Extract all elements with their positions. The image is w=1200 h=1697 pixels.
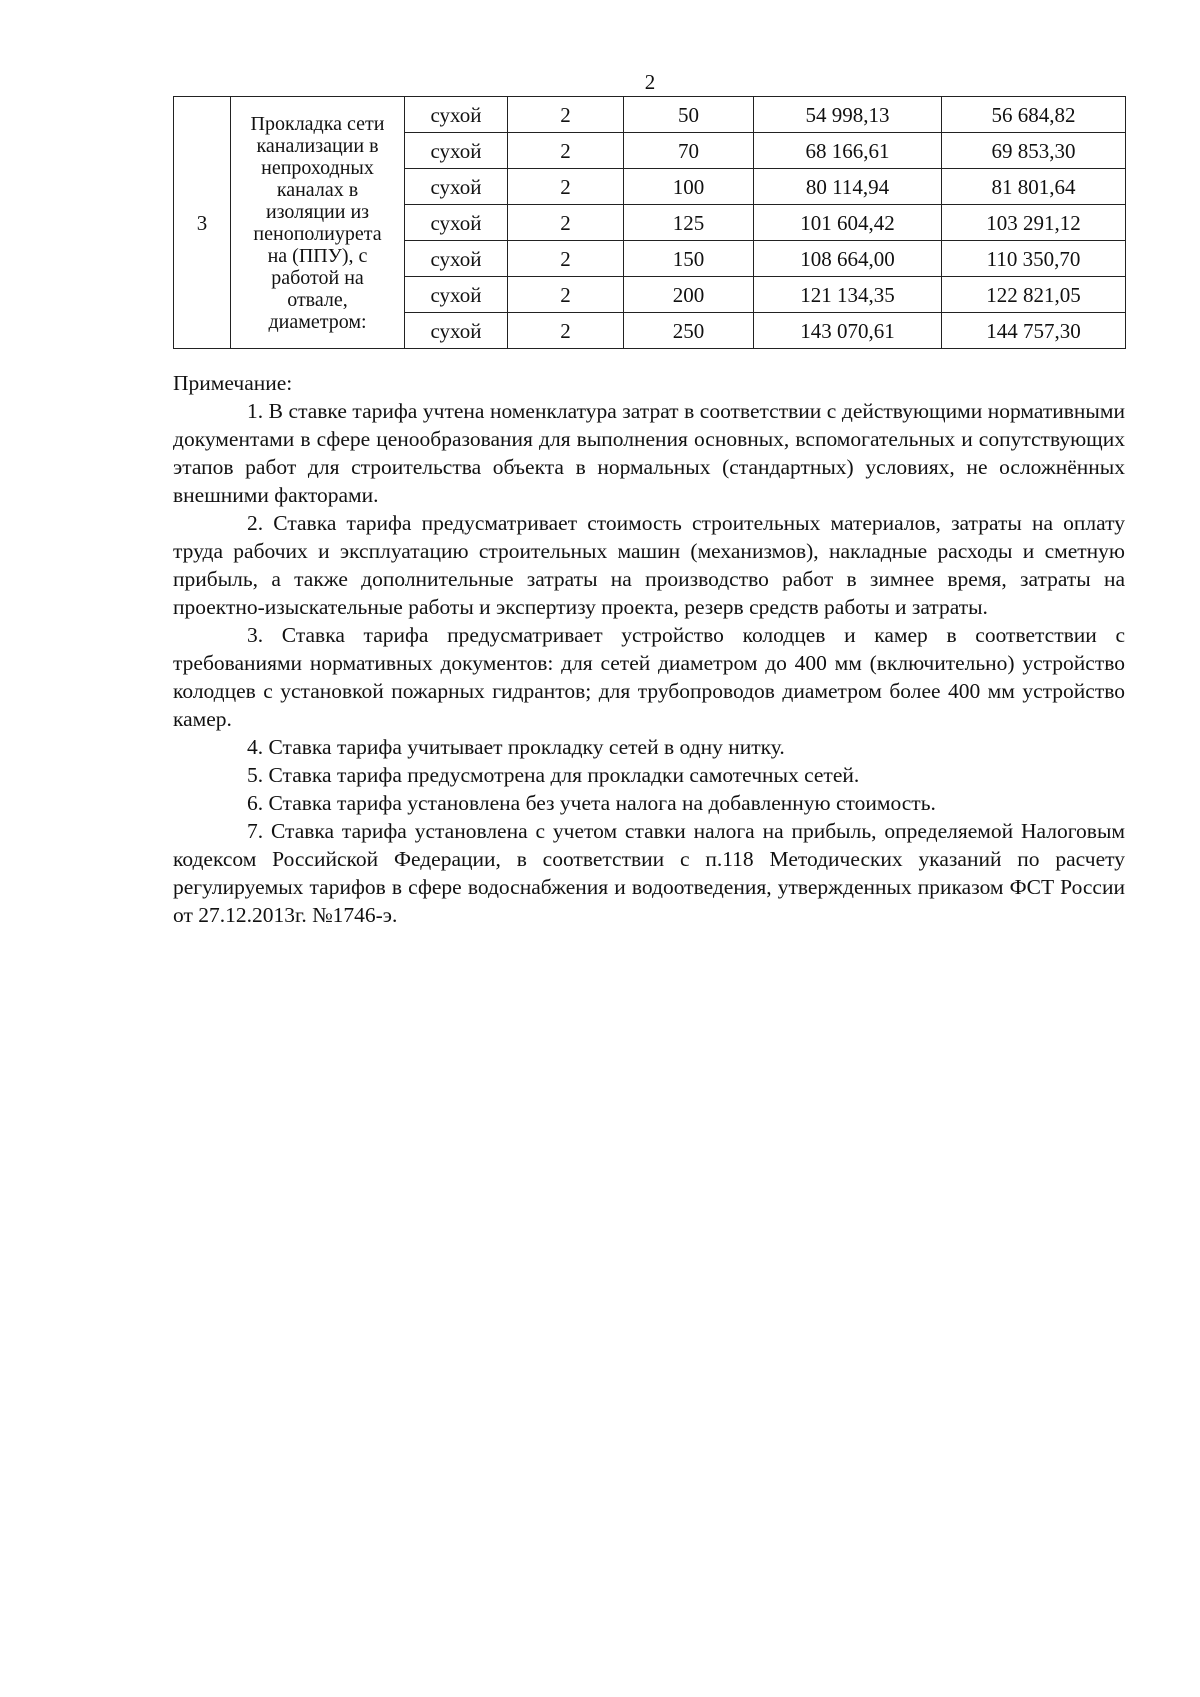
row-number-cell: 3 <box>174 97 231 349</box>
rate-cell: 80 114,94 <box>754 169 942 205</box>
soil-cell: сухой <box>405 277 508 313</box>
description-line: каналах в <box>276 178 359 201</box>
soil-cell: сухой <box>405 97 508 133</box>
note-item: 6. Ставка тарифа установлена без учета налога на добавленную стоимость. <box>247 791 936 815</box>
rate-cell: 69 853,30 <box>942 133 1126 169</box>
depth-cell: 2 <box>508 205 624 241</box>
soil-cell: сухой <box>405 133 508 169</box>
soil-cell: сухой <box>405 241 508 277</box>
note-item: 7. Ставка тарифа установлена с учетом ставки налога на прибыль, определяемой Налоговым кодексом Российской Федерации, в соответствии с п.118 Методических указаний по расчету регулируемых тарифов в сфере водоснабжения и водоотведения, утвержденных приказом ФСТ России от 27.12.2013г. №1746-э. <box>173 819 1125 927</box>
description-line: непроходных <box>261 156 374 179</box>
description-line: работой на <box>271 266 364 289</box>
depth-cell: 2 <box>508 169 624 205</box>
diameter-cell: 50 <box>624 97 754 133</box>
rate-cell: 110 350,70 <box>942 241 1126 277</box>
depth-cell: 2 <box>508 241 624 277</box>
rate-cell: 121 134,35 <box>754 277 942 313</box>
description-line: диаметром: <box>268 310 367 333</box>
note-item: 3. Ставка тарифа предусматривает устройство колодцев и камер в соответствии с требованиями нормативных документов: для сетей диаметром до 400 мм (включительно) устройство колодцев с установкой пожарных гидрантов; для трубопроводов диаметром более 400 мм устройство камер. <box>173 623 1125 731</box>
diameter-cell: 70 <box>624 133 754 169</box>
description-line: пенополиурета <box>253 222 382 245</box>
depth-cell: 2 <box>508 133 624 169</box>
diameter-cell: 250 <box>624 313 754 349</box>
note-item: 2. Ставка тарифа предусматривает стоимость строительных материалов, затраты на оплату труда рабочих и эксплуатацию строительных машин (механизмов), накладные расходы и сметную прибыль, а также дополнительные затраты на производство работ в зимнее время, затраты на проектно-изыскательные работы и экспертизу проекта, резерв средств работы и затраты. <box>173 511 1125 619</box>
notes-section <box>173 369 1125 929</box>
work-description-cell <box>231 97 405 349</box>
page-number: 2 <box>644 70 656 94</box>
rate-cell: 122 821,05 <box>942 277 1126 313</box>
description-line: отвале, <box>287 288 348 311</box>
tariff-table <box>173 96 1126 349</box>
depth-cell: 2 <box>508 277 624 313</box>
rate-cell: 108 664,00 <box>754 241 942 277</box>
depth-cell: 2 <box>508 313 624 349</box>
diameter-cell: 125 <box>624 205 754 241</box>
description-line: Прокладка сети <box>250 112 385 135</box>
rate-cell: 68 166,61 <box>754 133 942 169</box>
rate-cell: 103 291,12 <box>942 205 1126 241</box>
depth-cell: 2 <box>508 97 624 133</box>
rate-cell: 56 684,82 <box>942 97 1126 133</box>
diameter-cell: 200 <box>624 277 754 313</box>
rate-cell: 81 801,64 <box>942 169 1126 205</box>
diameter-cell: 150 <box>624 241 754 277</box>
description-line: канализации в <box>256 134 379 157</box>
note-item: 1. В ставке тарифа учтена номенклатура затрат в соответствии с действующими нормативными документами в сфере ценообразования для выполнения основных, вспомогательных и сопутствующих этапов работ для строительства объекта в нормальных (стандартных) условиях, не осложнённых внешними факторами. <box>173 399 1125 507</box>
rate-cell: 144 757,30 <box>942 313 1126 349</box>
rate-cell: 101 604,42 <box>754 205 942 241</box>
note-item: 5. Ставка тарифа предусмотрена для прокладки самотечных сетей. <box>247 763 860 787</box>
soil-cell: сухой <box>405 205 508 241</box>
rate-cell: 54 998,13 <box>754 97 942 133</box>
diameter-cell: 100 <box>624 169 754 205</box>
table-row <box>174 97 1126 133</box>
soil-cell: сухой <box>405 169 508 205</box>
note-item: 4. Ставка тарифа учитывает прокладку сетей в одну нитку. <box>247 735 785 759</box>
rate-cell: 143 070,61 <box>754 313 942 349</box>
description-line: изоляции из <box>265 200 370 223</box>
soil-cell: сухой <box>405 313 508 349</box>
notes-heading: Примечание: <box>173 371 293 395</box>
description-line: на (ППУ), с <box>267 244 368 267</box>
